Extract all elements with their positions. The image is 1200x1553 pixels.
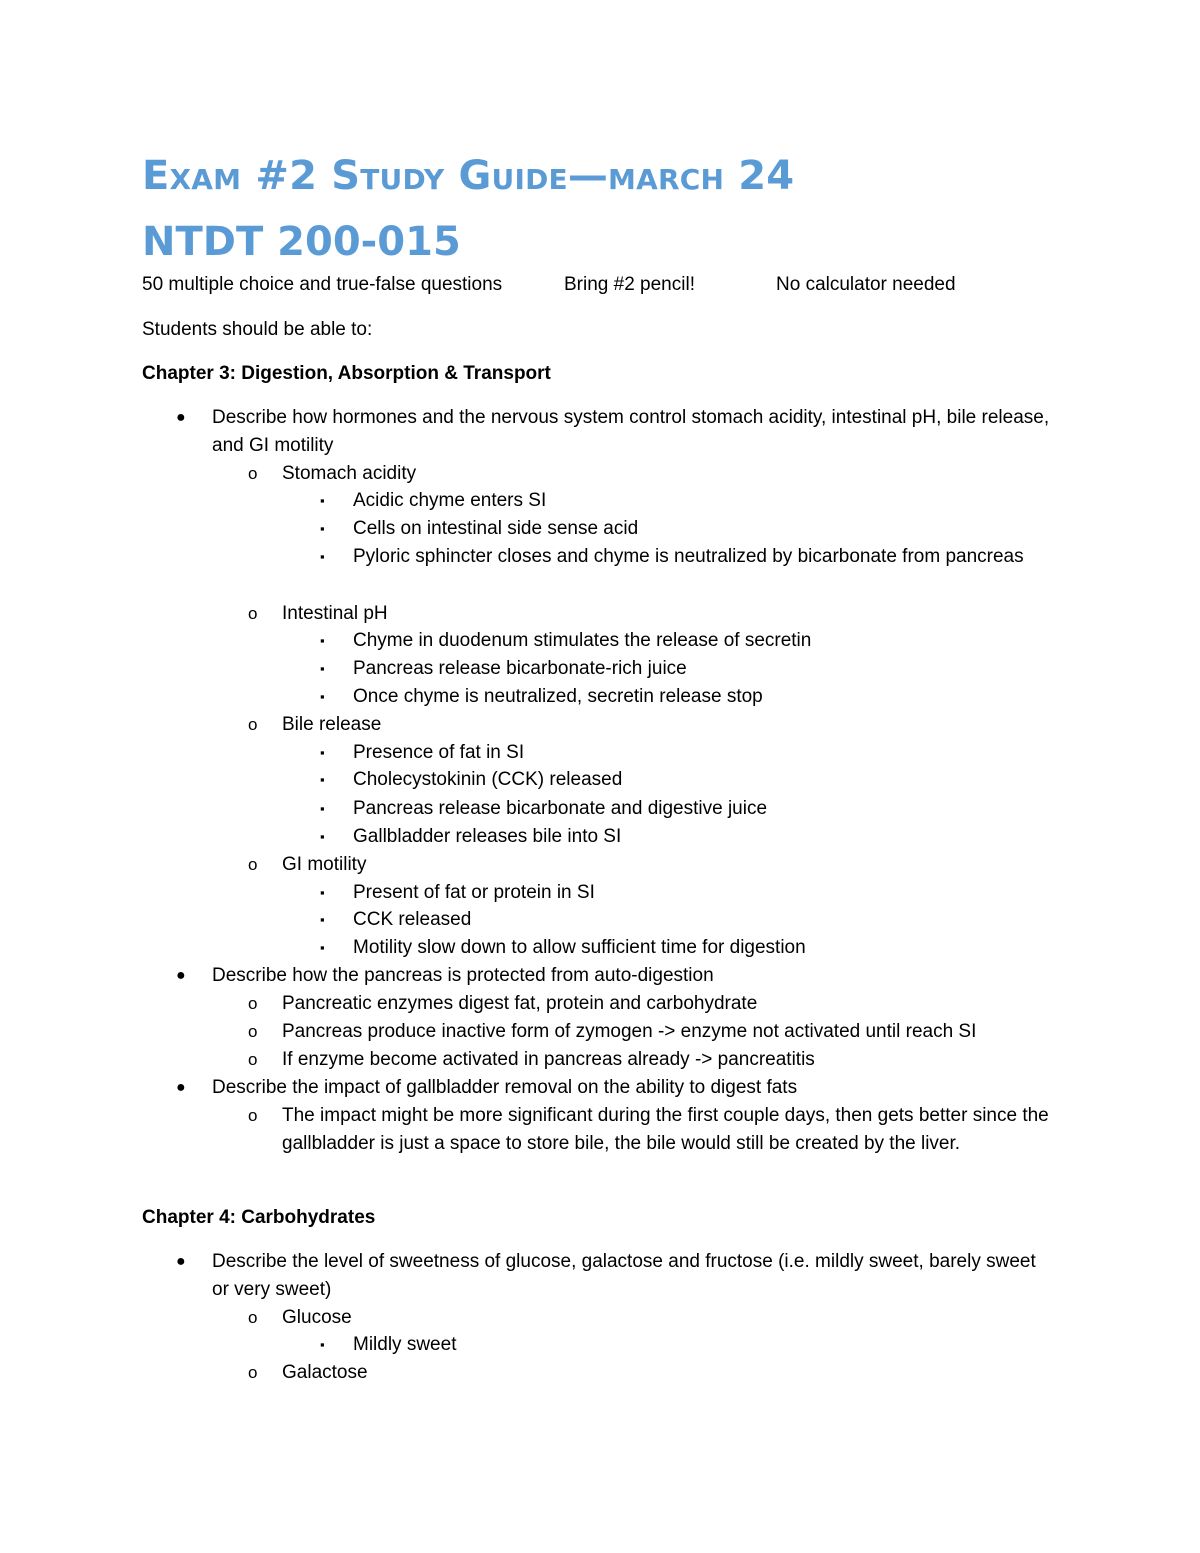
circle-bullet-icon: o (248, 1308, 258, 1327)
square-bullet-icon: ▪ (320, 661, 325, 676)
square-bullet-icon: ▪ (320, 633, 325, 648)
square-bullet-icon: ▪ (320, 940, 325, 955)
list-item (248, 460, 1062, 488)
list-item-text: Chyme in duodenum stimulates the release of secretin (353, 630, 812, 651)
list-item-text: Stomach acidity (282, 463, 417, 484)
circle-bullet-icon: o (248, 1022, 258, 1041)
list-item (320, 934, 1033, 962)
list-item (248, 990, 1062, 1018)
pencil-note: Bring #2 pencil! (564, 274, 695, 295)
square-bullet-icon: ▪ (320, 493, 325, 508)
list-item (248, 1304, 1062, 1332)
exam-format-text: 50 multiple choice and true-false questions (142, 274, 503, 295)
page-title (142, 153, 795, 199)
bullet-icon: ● (176, 1253, 186, 1270)
circle-bullet-icon: o (248, 855, 258, 874)
list-item-text: Pyloric sphincter closes and chyme is neutralized by bicarbonate from pancreas (353, 546, 1024, 567)
list-item (320, 906, 1033, 934)
calculator-note: No calculator needed (776, 274, 956, 295)
list-item (320, 515, 1033, 543)
page-title-text: Exam #2 Study Guide—march 24 (142, 153, 795, 199)
square-bullet-icon: ▪ (320, 549, 325, 564)
list-item-text: Describe the level of sweetness of glucose, galactose and fructose (i.e. mildly sweet, barely sweet or very sweet) (212, 1251, 1036, 1300)
chapter-3-heading: Chapter 3: Digestion, Absorption & Transport (142, 363, 551, 384)
list-item-text: Present of fat or protein in SI (353, 882, 595, 903)
list-item-text: If enzyme become activated in pancreas already -> pancreatitis (282, 1049, 815, 1070)
list-item-text: Mildly sweet (353, 1334, 457, 1355)
list-item (320, 543, 1033, 571)
list-item (248, 1359, 1062, 1387)
list-item-text: GI motility (282, 854, 367, 875)
list-item (320, 766, 1033, 794)
list-item-text: Pancreatic enzymes digest fat, protein and carbohydrate (282, 993, 758, 1014)
list-item (248, 1046, 1062, 1074)
intro-text: Students should be able to: (142, 319, 373, 340)
list-item (176, 1248, 1052, 1304)
square-bullet-icon: ▪ (320, 745, 325, 760)
list-item (176, 1074, 1052, 1102)
list-item (248, 600, 1062, 628)
list-item (248, 711, 1062, 739)
circle-bullet-icon: o (248, 1050, 258, 1069)
list-item (176, 404, 1052, 460)
list-item-text: Once chyme is neutralized, secretin release stop (353, 686, 763, 707)
square-bullet-icon: ▪ (320, 801, 325, 816)
square-bullet-icon: ▪ (320, 772, 325, 787)
list-item-text: Describe how the pancreas is protected from auto-digestion (212, 965, 714, 986)
list-item (320, 795, 1033, 823)
list-item-text: Pancreas release bicarbonate and digestive juice (353, 798, 768, 819)
exam-info-row (142, 273, 1142, 297)
list-item-text: Pancreas produce inactive form of zymogen -> enzyme not activated until reach SI (282, 1021, 977, 1042)
list-item-text: Galactose (282, 1362, 368, 1383)
square-bullet-icon: ▪ (320, 689, 325, 704)
list-item-text: Presence of fat in SI (353, 742, 525, 763)
circle-bullet-icon: o (248, 715, 258, 734)
list-item (248, 851, 1062, 879)
list-item (320, 823, 1033, 851)
list-item (320, 1331, 1033, 1359)
course-code: NTDT 200-015 (142, 219, 461, 265)
list-item (248, 1102, 1062, 1158)
list-item-text: Describe how hormones and the nervous system control stomach acidity, intestinal pH, bile release, and GI motility (212, 407, 1050, 456)
bullet-icon: ● (176, 409, 186, 426)
circle-bullet-icon: o (248, 1106, 258, 1125)
list-item (320, 655, 1033, 683)
list-item-text: Cells on intestinal side sense acid (353, 518, 639, 539)
circle-bullet-icon: o (248, 994, 258, 1013)
list-item-text: Gallbladder releases bile into SI (353, 826, 622, 847)
square-bullet-icon: ▪ (320, 829, 325, 844)
list-item-text: Cholecystokinin (CCK) released (353, 769, 623, 790)
list-item-text: The impact might be more significant during the first couple days, then gets better since the gallbladder is just a space to store bile, the bile would still be created by the liver. (282, 1105, 1049, 1154)
list-item-text: CCK released (353, 909, 472, 930)
list-item-text: Pancreas release bicarbonate-rich juice (353, 658, 687, 679)
bullet-icon: ● (176, 1079, 186, 1096)
list-item (320, 627, 1033, 655)
chapter-4-heading: Chapter 4: Carbohydrates (142, 1207, 376, 1228)
list-item (176, 962, 1052, 990)
circle-bullet-icon: o (248, 464, 258, 483)
list-item-text: Acidic chyme enters SI (353, 490, 547, 511)
list-item-text: Glucose (282, 1307, 352, 1328)
bullet-icon: ● (176, 967, 186, 984)
list-item-text: Bile release (282, 714, 382, 735)
list-item (320, 739, 1033, 767)
list-item (248, 1018, 1062, 1046)
list-item (320, 879, 1033, 907)
list-item-text: Motility slow down to allow sufficient time for digestion (353, 937, 806, 958)
circle-bullet-icon: o (248, 1363, 258, 1382)
list-item (320, 487, 1033, 515)
circle-bullet-icon: o (248, 604, 258, 623)
square-bullet-icon: ▪ (320, 885, 325, 900)
square-bullet-icon: ▪ (320, 521, 325, 536)
list-item (320, 683, 1033, 711)
square-bullet-icon: ▪ (320, 1337, 325, 1352)
list-item-text: Describe the impact of gallbladder removal on the ability to digest fats (212, 1077, 798, 1098)
list-item-text: Intestinal pH (282, 603, 388, 624)
square-bullet-icon: ▪ (320, 912, 325, 927)
